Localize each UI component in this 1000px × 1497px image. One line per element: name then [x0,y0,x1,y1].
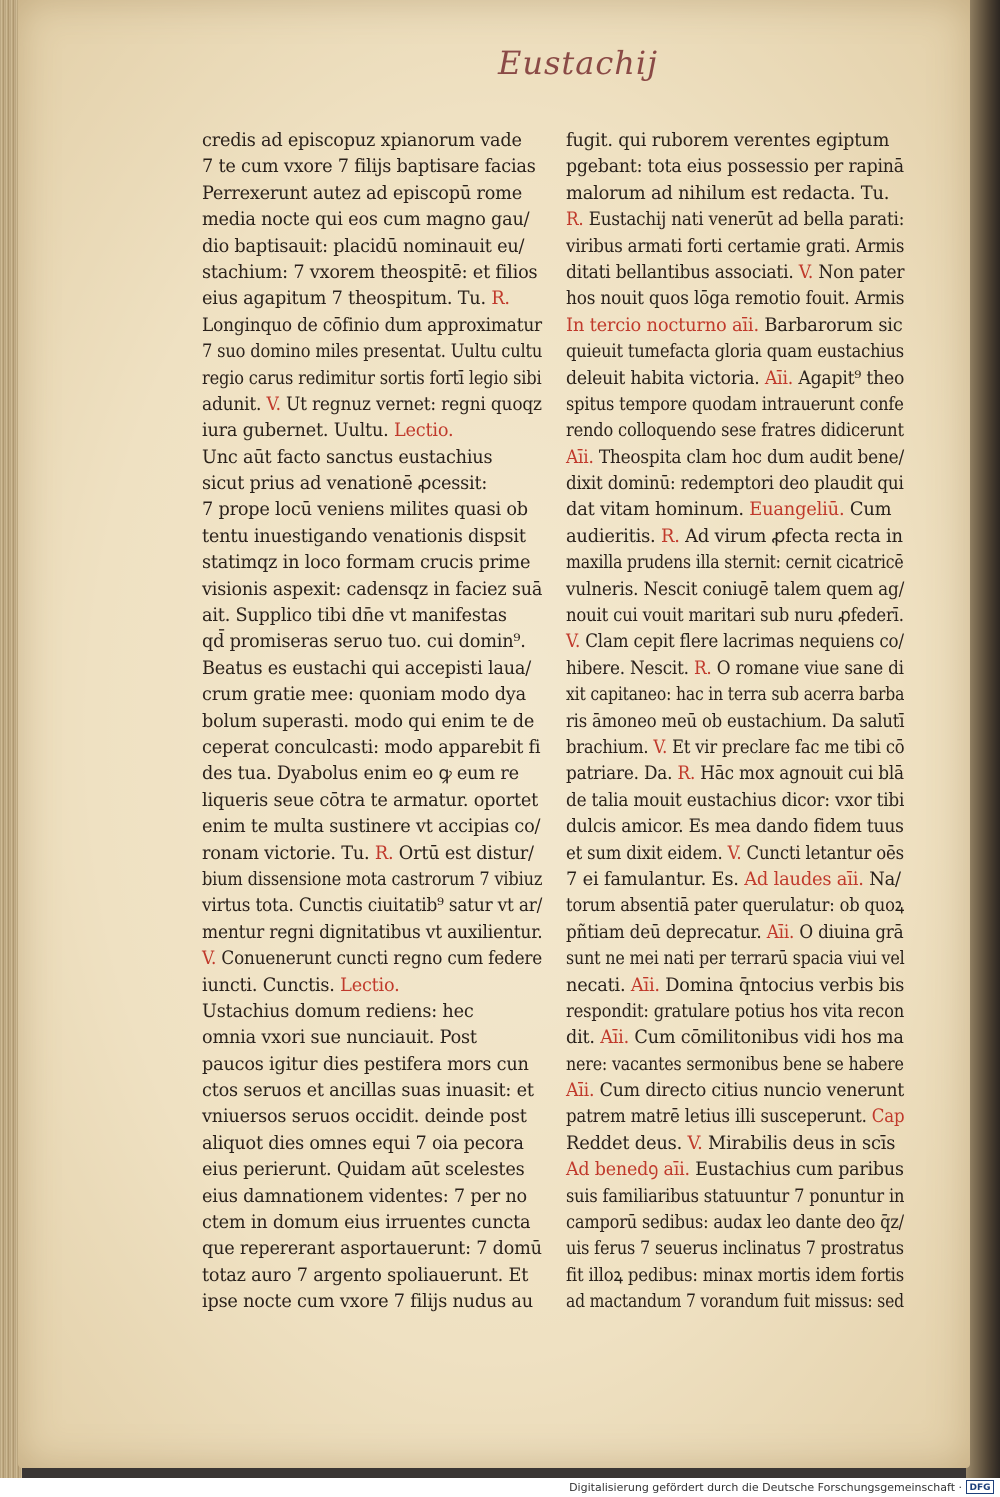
text-line: Aīi. Cum directo citius nuncio venerunt [566,1080,905,1102]
text-line: fugit. qui ruborem verentes egiptum [566,130,890,151]
text-line: patriare. Da. R. Hāc mox agnouit cui blā [566,763,904,785]
text-line: brachium. V. Et vir preclare fac me tibi cō [566,736,905,758]
text-line: ait. Supplico tibi dn̄e vt manifestas [202,605,507,627]
text-line: V. Conuenerunt cuncti regno cum federe [202,948,543,970]
text-line: dit. Aīi. Cum cōmilitonibus vidi hos ma [566,1027,904,1049]
text-line: mentur regni dignitatibus vt auxilientur. [202,921,543,943]
text-line: Beatus es eustachi qui accepisti laua/ [202,657,532,679]
text-line: de talia mouit eustachius dicor: vxor tibi [566,789,905,811]
text-line: ipse nocte cum vxore 7 filijs nudus au [202,1291,533,1313]
text-line: virtus tota. Cunctis ciuitatib⁹ satur vt ar/ [202,895,543,917]
text-line: totaz auro 7 argento spoliauerunt. Et [202,1264,529,1286]
text-line: ctos seruos et ancillas suas inuasit: et [202,1080,534,1102]
text-line: paucos igitur dies pestifera mors cun [202,1053,529,1075]
text-line: vulneris. Nescit coniugē talem quem ag/ [566,578,905,600]
text-line: iuncti. Cunctis. Lectio. [202,974,400,996]
text-line: eius agapitum 7 theospitum. Tu. R. [202,288,510,310]
text-line: eius damnationem videntes: 7 per no [202,1185,527,1207]
text-line: sunt ne mei nati per terrarū spacia viui vel [566,948,905,970]
text-line: regio carus redimitur sortis fortī legio sibi [202,367,542,389]
text-line: viribus armati forti certamie grati. Armis [566,235,905,257]
text-line: iura gubernet. Uultu. Lectio. [202,420,454,442]
text-line: dat vitam hominum. Euangeliū. Cum [566,499,892,521]
text-line: Unc aūt facto sanctus eustachius [202,446,493,468]
text-line: Aīi. Theospita clam hoc dum audit bene/ [566,446,904,468]
text-line: sicut prius ad venationē ꝓcessit: [202,473,488,495]
text-line: 7 prope locū veniens milites quasi ob [202,499,528,521]
text-line: xit capitaneo: hac in terra sub acerra barba [566,684,905,706]
text-line: liqueris seue cōtra te armatur. oportet [202,789,539,811]
text-line: media nocte qui eos cum magno gau/ [202,209,530,231]
text-line: omnia vxori sue nunciauit. Post [202,1027,477,1049]
text-line: camporū sedibus: audax leo dante deo q̄z/ [566,1212,904,1234]
text-line: quieuit tumefacta gloria quam eustachius [566,341,904,363]
text-line: R. Eustachij nati venerūt ad bella parati: [566,209,905,231]
marginal-note: Eustachij [498,44,659,82]
text-line: vniuersos seruos occidit. deinde post [202,1106,527,1128]
text-line: bium dissensione mota castrorum 7 vibiuz [202,868,543,890]
text-line: hos nouit quos lōga remotio fouit. Armis [566,288,905,310]
text-line: et sum dixit eidem. V. Cuncti letantur oēs [566,842,904,864]
text-line: ceperat conculcasti: modo apparebit fi [202,736,541,758]
text-line: que repererant asportauerunt: 7 domū [202,1238,542,1260]
footer-bar [0,1478,1000,1497]
text-line: visionis aspexit: cadensqz in faciez suā [202,578,543,600]
text-line: enim te multa sustinere vt accipias co/ [202,816,541,838]
text-line: eius perierunt. Quidam aūt scelestes [202,1159,525,1181]
text-line: respondit: gratulare potius hos vita recon [566,1000,905,1022]
text-line: 7 te cum vxore 7 filijs baptisare facias [202,156,536,178]
text-line: suis familiaribus statuuntur 7 ponuntur in [566,1185,905,1207]
text-line: hibere. Nescit. R. O romane viue sane di [566,657,904,679]
text-line: bolum superasti. modo qui enim te de [202,710,535,732]
text-line: maxilla prudens illa sternit: cernit cicatricē [566,552,904,574]
text-line: Ustachius domum rediens: hec [202,1000,474,1022]
text-line: Perrexerunt autez ad episcopū rome [202,182,522,204]
text-line: spitus tempore quodam intrauerunt confe [566,393,904,415]
text-line: ris āmoneo meū ob eustachium. Da salutī [566,710,905,732]
text-line: ad mactandum 7 vorandum fuit missus: sed [566,1291,904,1313]
text-line: stachium: 7 vxorem theospitē: et filios [202,261,538,283]
text-line: crum gratie mee: quoniam modo dya [202,684,526,706]
text-line: Reddet deus. V. Mirabilis deus in scīs [566,1132,896,1154]
text-line: torum absentiā pater querulatur: ob quoꝝ [566,895,904,917]
text-line: statimqz in loco formam crucis prime [202,552,531,574]
text-line: pñtiam deū deprecatur. Aīi. O diuina grā [566,921,904,943]
text-line: ctem in domum eius irruentes cuncta [202,1212,531,1234]
text-line: nouit cui vouit maritari sub nuru ꝓfederī. [566,605,904,627]
text-line: rendo colloquendo sese fratres didicerunt [566,420,904,442]
text-line: pgebant: tota eius possessio per rapinā [566,156,904,178]
left-text-column [202,128,552,1316]
text-line: patrem matrē letius illi susceperunt. Cap [566,1106,905,1128]
text-line: des tua. Dyabolus enim eo ꝙ eum re [202,763,519,785]
text-line: 7 suo domino miles presentat. Uultu cultu [202,341,543,363]
text-line: V. Clam cepit flere lacrimas nequiens co/ [566,631,904,653]
text-line: malorum ad nihilum est redacta. Tu. [566,182,890,204]
text-line: nere: vacantes sermonibus bene se habere [566,1053,904,1075]
right-text-column [566,128,911,1316]
text-line: tentu inuestigando venationis dispsit [202,525,526,547]
text-line: dulcis amicor. Es mea dando fidem tuus [566,816,904,838]
text-line: uis ferus 7 seuerus inclinatus 7 prostratus [566,1238,904,1260]
text-line: necati. Aīi. Domina q̄ntocius verbis bis [566,974,905,996]
text-line: audieritis. R. Ad virum ꝓfecta recta in [566,525,903,547]
text-line: ronam victorie. Tu. R. Ortū est distur/ [202,842,534,864]
book-spine [966,0,1000,1478]
text-line: qd̄ promiseras seruo tuo. cui domin⁹. [202,631,526,653]
text-line: ditati bellantibus associati. V. Non pater [566,261,905,283]
text-line: credis ad episcopuz xpianorum vade [202,130,522,151]
dfg-logo: DFG [966,1480,994,1494]
text-line: aliquot dies omnes equi 7 oia pecora [202,1132,524,1154]
text-line: In tercio nocturno aīi. Barbarorum sic [566,314,903,336]
text-line: dio baptisauit: placidū nominauit eu/ [202,235,525,257]
text-line: adunit. V. Ut regnuz vernet: regni quoqz [202,393,542,415]
text-line: Longinquo de cōfinio dum approximatur [202,314,542,336]
text-line: fit illoꝝ pedibus: minax mortis idem fortis [566,1264,905,1286]
text-line: deleuit habita victoria. Aīi. Agapit⁹ theo [566,367,905,389]
text-line: Ad benedꝯ aīi. Eustachius cum paribus [566,1159,904,1181]
funding-credit: Digitalisierung gefördert durch die Deutsche Forschungsgemeinschaft · [569,1481,962,1494]
text-line: dixit dominū: redemptori deo plaudit qui [566,473,904,495]
text-line: 7 ei famulantur. Es. Ad laudes aīi. Na/ [566,868,901,890]
